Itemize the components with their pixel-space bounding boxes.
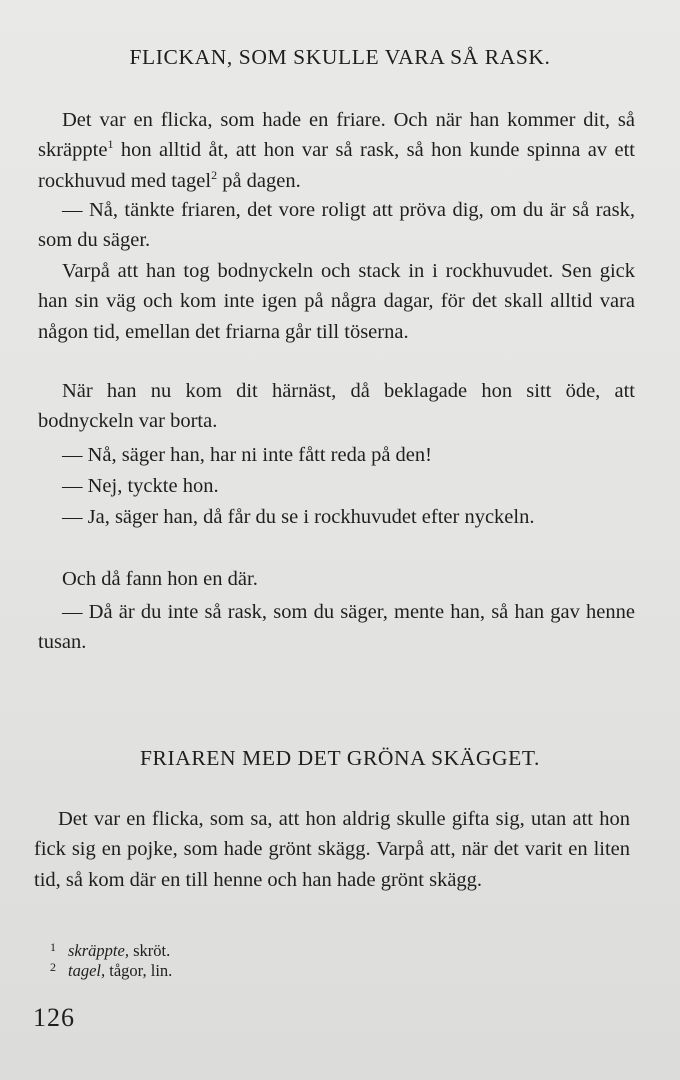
paragraph-1-text-a: Det var en flicka, som hade en friare. Och när han kommer dit, så skräppte (38, 109, 635, 162)
paragraph-1-text-c: på dagen. (217, 169, 301, 192)
paragraph-3: Varpå att han tog bodnyckeln och stack in i rockhuvudet. Sen gick han sin väg och kom inte igen på några dagar, för det skall alltid vara någon tid, emellan det friarna går till töserna. (38, 260, 635, 343)
paragraph-8: Och då fann hon en där. (62, 568, 258, 590)
footnote-term: skräppte, (68, 941, 129, 960)
footnote-gloss: skröt. (128, 941, 171, 960)
footnote-number: 2 (50, 960, 56, 974)
paragraph-1-text-b: hon alltid åt, att hon var så rask, så hon kunde spinna av ett rockhuvud med tagel (38, 139, 635, 192)
footnote-term: tagel, (68, 961, 106, 980)
paragraph-5: — Nå, säger han, har ni inte fått reda på den! (62, 444, 432, 466)
story-title-1: FLICKAN, SOM SKULLE VARA SÅ RASK. (129, 45, 551, 69)
paragraph-6: — Nej, tyckte hon. (62, 475, 219, 497)
paragraph-2: — Nå, tänkte friaren, det vore roligt att pröva dig, om du är så rask, som du säger. (38, 199, 635, 252)
paragraph-9: — Då är du inte så rask, som du säger, mente han, så han gav henne tusan. (38, 601, 635, 654)
footnote-number: 1 (50, 940, 56, 954)
footnote-ref-2: 2 (211, 167, 218, 182)
page-number: 126 (33, 1003, 75, 1032)
paragraph-10: Det var en flicka, som sa, att hon aldrig skulle gifta sig, utan att hon fick sig en pojke, som hade grönt skägg. Varpå att, när det varit en liten tid, så kom där en till henne och han hade grönt skägg. (34, 808, 630, 891)
story-title-2: FRIAREN MED DET GRÖNA SKÄGGET. (139, 746, 541, 770)
paragraph-1 (38, 105, 635, 196)
paragraph-7: — Ja, säger han, då får du se i rockhuvudet efter nyckeln. (62, 506, 535, 528)
footnote-2 (50, 957, 172, 981)
paragraph-4: När han nu kom dit härnäst, då beklagade hon sitt öde, att bodnyckeln var borta. (38, 380, 635, 433)
footnote-ref-1: 1 (107, 137, 114, 152)
footnote-gloss: tågor, lin. (105, 961, 173, 980)
